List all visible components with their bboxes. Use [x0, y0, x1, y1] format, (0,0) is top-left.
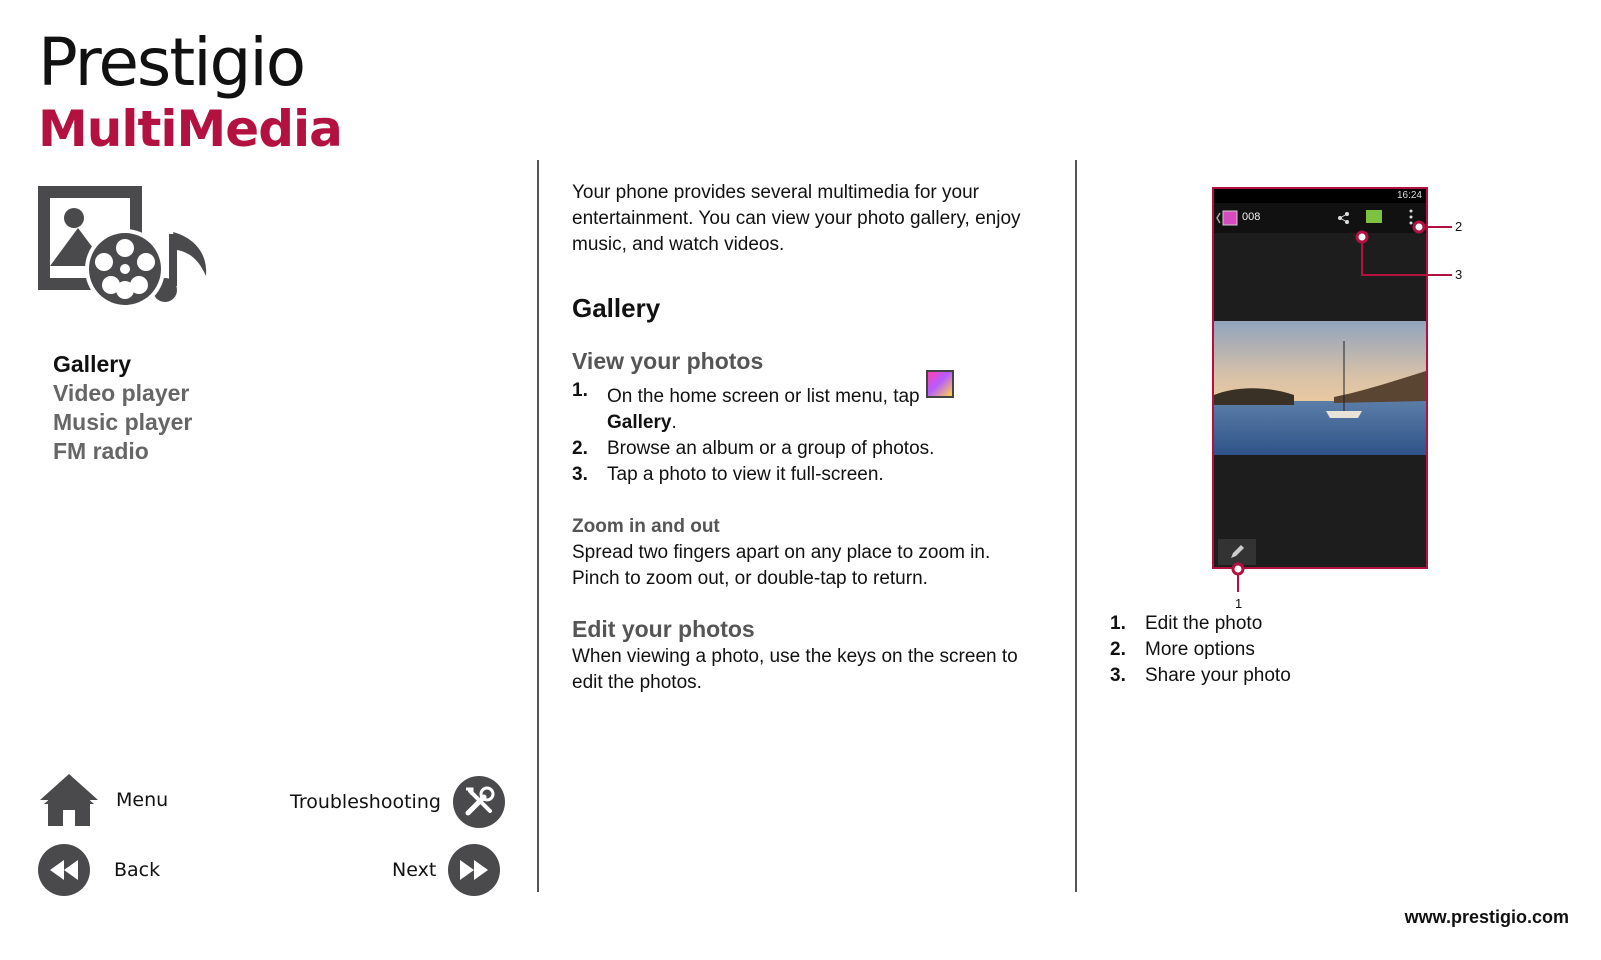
edit-photos-heading: Edit your photos: [572, 616, 755, 642]
step-item: [572, 378, 1042, 436]
toc-item-video-player[interactable]: Video player: [53, 380, 190, 406]
legend-item: [1110, 611, 1291, 637]
callout-number-2: 2: [1455, 219, 1463, 234]
legend-text: Share your photo: [1145, 665, 1291, 686]
step-number: 2.: [572, 438, 588, 459]
home-icon: [38, 772, 100, 828]
column-divider-right: [1075, 160, 1077, 892]
step-text-main: On the home screen or list menu, tap: [607, 386, 920, 407]
website-link[interactable]: www.prestigio.com: [1404, 907, 1569, 927]
edit-text: When viewing a photo, use the keys on the screen to edit the photos.: [572, 646, 1018, 693]
callout-legend: [1110, 611, 1291, 689]
intro-text: Your phone provides several multimedia for your entertainment. You can view your photo gallery, enjoy music, and watch videos.: [572, 182, 1021, 255]
menu-button[interactable]: [38, 772, 168, 828]
next-button[interactable]: [392, 844, 500, 896]
step-text: Browse an album or a group of photos.: [607, 438, 935, 459]
tools-icon: [453, 776, 505, 828]
step-number: 3.: [572, 464, 588, 485]
view-steps: [572, 378, 1042, 488]
gallery-app-icon: [926, 370, 954, 398]
legend-number: 1.: [1110, 613, 1126, 634]
fast-forward-icon: [448, 844, 500, 896]
step-item: [572, 462, 1042, 488]
step-number: 1.: [572, 380, 588, 401]
callout-number-3: 3: [1455, 267, 1463, 282]
album-count: 008: [1242, 211, 1261, 223]
toc-item-fm-radio[interactable]: FM radio: [53, 438, 149, 464]
zoom-text: Spread two fingers apart on any place to zoom in. Pinch to zoom out, or double-tap to return.: [572, 542, 991, 589]
callout-lines: [1200, 200, 1480, 620]
step-item: [572, 436, 1042, 462]
step-text: [607, 378, 954, 436]
step-suffix: .: [671, 412, 677, 433]
legend-number: 2.: [1110, 639, 1126, 660]
column-divider-left: [537, 160, 539, 892]
legend-text: Edit the photo: [1145, 613, 1263, 634]
legend-text: More options: [1145, 639, 1255, 660]
toc-item-music-player[interactable]: Music player: [53, 409, 193, 435]
brand-logo: Prestigio: [38, 24, 305, 101]
menu-label: Menu: [116, 789, 169, 811]
toc-item-gallery[interactable]: Gallery: [53, 351, 131, 377]
chapter-list: [53, 350, 192, 466]
gallery-heading: Gallery: [572, 293, 661, 323]
main-content: [572, 180, 1042, 696]
rewind-icon: [38, 844, 90, 896]
step-text: Tap a photo to view it full-screen.: [607, 464, 884, 485]
troubleshooting-label: Troubleshooting: [290, 791, 441, 813]
legend-number: 3.: [1110, 665, 1126, 686]
step-bold: Gallery: [607, 412, 672, 433]
multimedia-icon: [38, 186, 218, 316]
next-label: Next: [392, 859, 437, 881]
back-label: Back: [114, 859, 161, 881]
back-button[interactable]: [38, 844, 160, 896]
troubleshooting-button[interactable]: [290, 776, 505, 828]
zoom-heading: Zoom in and out: [572, 516, 720, 537]
view-photos-heading: View your photos: [572, 348, 764, 374]
legend-item: [1110, 663, 1291, 689]
status-time: 16:24: [1396, 190, 1422, 201]
section-title: MultiMedia: [38, 100, 342, 158]
legend-item: [1110, 637, 1291, 663]
callout-number-1: 1: [1235, 596, 1243, 611]
